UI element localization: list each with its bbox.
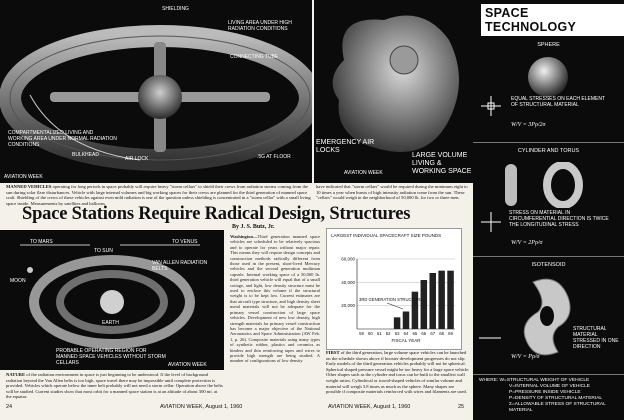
legend-line-3: P=PRESSURE INSIDE VEHICLE (509, 390, 581, 395)
chart-bar (394, 317, 401, 329)
legend-line-2: V=INTERNAL VOLUME OF VEHICLE (509, 384, 590, 389)
cylinder-formula-v: V (517, 240, 522, 246)
chart-title: LARGEST INDIVIDUAL SPACECRAFT SIZE POUNDS (331, 233, 442, 238)
credit-aviation-week-3: AVIATION WEEK (168, 362, 207, 368)
chart-y-tick-label: 20,000 (341, 303, 355, 309)
section-isotensoid-desc: STRUCTURAL MATERIAL STRESSED IN ONE DIRECTION (573, 326, 619, 350)
label-moon: MOON (10, 278, 26, 284)
chart-x-label: FISCAL YEAR (391, 338, 421, 343)
top-caption-text: operating for long periods in space probably will require heavy "storm cellars" to shield their crews from radiation storms coming from the sun during solar flare disturbances. Vehicle with large internal volumes and big working spaces for their crews are planned for the third generation of manned space craft. Shielding of the crews of these vehicles against even mild radiation is one of the question unless shielding is concentrated in a "storm cellar" with a small living space inside. Measurements by satellites and balloons (6, 184, 311, 206)
stress-cross-icon (481, 96, 501, 116)
chart-annotation: 3RD GENERATION STRUCTURE (359, 297, 423, 302)
section-isotensoid-title: ISOTENSOID (531, 262, 566, 268)
top-caption-right: have indicated that "storm cellars" would be required during the minimum eight to 10 times a year when bursts of high intensity radiation come from the sun. These "cellars" would weigh in the neighborhood of 50,000 lb. for two or three men. (316, 184, 468, 201)
chart-x-tick-label: 60 (367, 331, 373, 336)
section-sphere-title: SPHERE (537, 42, 560, 48)
radiation-belts-illustration (0, 230, 224, 370)
label-connecting-tube: CONNECTING TUBE (230, 54, 279, 60)
section-sphere-desc: EQUAL STRESSES ON EACH ELEMENT OF STRUCTURAL MATERIAL (511, 96, 605, 108)
sphere-formula-w: W (511, 122, 516, 128)
cylinder-icon (503, 162, 519, 208)
label-gravity: .5G AT FLOOR (257, 154, 291, 160)
label-emergency-air-locks: EMERGENCY AIR LOCKS (316, 139, 375, 154)
isotensoid-formula-v: V (517, 354, 522, 360)
torus-icon (543, 162, 583, 208)
chart-y-tick-label: 60,000 (341, 256, 355, 262)
chart-x-tick-label: 61 (376, 331, 382, 336)
chart-x-tick-label: 69 (448, 331, 453, 336)
body-column (230, 234, 320, 396)
cylinder-formula-w: W (511, 240, 516, 246)
label-earth: EARTH (102, 320, 119, 326)
label-to-sun: TO SUN (94, 248, 113, 254)
chart-x-tick-label: 67 (430, 331, 436, 336)
bottom-caption-right-text: of the third generation, large volume space vehicles can be launched on the schedule shown above if booster development progresses do not slip. Early models of the third generation vehicles probably will not be spherical. Spherical shaped pressure vessel might be too heavy for a large space vehicle. Other shapes such as the cylinder and torus can be built to the smallest wall weight ratios. Cylindrical or toroid-shaped vehicles of similar volume and material will weigh 3.8 times as much as the sphere. Many shapes are possible if composite materials reinforced with wires and filaments are used. (326, 350, 470, 395)
sphere-icon (518, 52, 578, 102)
sphere-formula-v: V (517, 122, 522, 128)
space-technology-sidebar (473, 0, 624, 420)
label-shielding: SHIELDING (162, 6, 189, 12)
isotensoid-formula-num: P (528, 354, 532, 360)
chart-bar (429, 273, 436, 329)
chart-x-tick-label: 64 (403, 331, 409, 336)
chart-x-tick-label: 66 (421, 331, 427, 336)
legend-line-1: WHERE: W=STRUCTURAL WEIGHT OF VEHICLE (479, 378, 590, 383)
chart-y-tick-label: 40,000 (341, 279, 355, 285)
body-text: Third generation manned space vehicles are scheduled to be relatively spacious and to operate for years without major repair. This means they will require design concepts and construction methods radically different from those used in the present, short-lived Mercury vehicles and the second generation multiman capsule. Internal working space of a 50,000 lb. third generation vehicle will equal that of a small cottage, and light, low density structure must be used to enclose this volume if the structural weight is to be kept low. Current estimates are that aircraft type structure, and high density sheet metal materials will not be adequate for the primary vessel construction of large space vehicles. Development of new low density, high strength materials for primary vessel construction has become a major objective of the National Aeronautics and Space Administration (AW Feb. 1, p. 26). Composite materials using many types of synthetic rubber, plastics and ceramics as binders and thin reinforcing tapes and wires to provide high strength are being studied. A number of configurations of low density (230, 234, 320, 364)
sidebar-divider-3 (473, 374, 624, 375)
sphere-formula-den: 2σ (539, 122, 546, 128)
isotensoid-formula-den: σ (536, 354, 540, 360)
chart-x-tick-label: 63 (394, 331, 400, 336)
chart-bar (447, 271, 454, 329)
label-compartmentalized: COMPARTMENTALIZED LIVING AND WORKING AREA UNDER NORMAL RADIATION CONDITIONS (8, 130, 117, 148)
headline: Space Stations Require Radical Design, Structures (22, 204, 411, 224)
sidebar-divider-1 (473, 142, 624, 143)
label-to-venus: TO VENUS (172, 239, 198, 245)
cylinder-formula-num: 2P (528, 240, 535, 246)
stress-cross-icon-2 (481, 212, 501, 232)
chart-x-tick-label: 59 (359, 331, 364, 336)
label-living-area: LIVING AREA UNDER HIGH RADIATION CONDITIONS (228, 20, 292, 32)
bottom-caption-left-lead: NATURE (6, 372, 26, 377)
sidebar-divider-2 (473, 256, 624, 257)
large-volume-vehicle-illustration (314, 0, 473, 183)
chart-x-tick-label: 62 (385, 331, 391, 336)
spacecraft-size-chart (326, 228, 462, 350)
credit-aviation-week: AVIATION WEEK (4, 174, 43, 180)
bottom-caption-right (326, 350, 470, 395)
sidebar-legend (479, 378, 621, 414)
chart-svg (327, 229, 461, 349)
chart-bar (421, 280, 428, 329)
publication-left: AVIATION WEEK, August 1, 1960 (160, 404, 243, 410)
chart-bar (438, 271, 445, 329)
publication-right: AVIATION WEEK, August 1, 1960 (328, 404, 411, 410)
label-air-lock: AIR LOCK (125, 156, 149, 162)
sphere-formula-num: 3P (528, 122, 535, 128)
bottom-caption-right-lead: FIRST (326, 350, 340, 355)
isotensoid-formula: W/V = Pρ/σ (511, 354, 540, 360)
label-van-allen: VAN ALLEN RADIATION BELTS (152, 260, 208, 272)
section-cylinder-title: CYLINDER AND TORUS (517, 148, 580, 154)
isotensoid-formula-w: W (511, 354, 516, 360)
body-lead: Washington— (230, 234, 258, 239)
section-cylinder-desc: STRESS ON MATERIAL IN CIRCUMFERENTIAL DIRECTION IS TWICE THE LONGITUDINAL STRESS (509, 210, 609, 228)
cylinder-formula: W/V = 2Pρ/σ (511, 240, 543, 246)
bottom-caption-left (6, 372, 224, 400)
sphere-formula: W/V = 3Pρ/2σ (511, 122, 546, 128)
label-large-volume: LARGE VOLUME LIVING & WORKING SPACE (412, 152, 472, 175)
bottom-caption-left-text: of the radiation environment in space is just beginning to be understood. If the level of background radiation beyond the Van Allen belts is too high, space travel there may be impossible until complete protection is provided. Vehicles which operate below the inner belt probably will not need a storm cellar. Operation above the belts will be studied. Current studies show that most orbit for a manned space station is at an altitude of about 300 mi. at the equator. (6, 372, 223, 400)
torus-station-illustration (0, 0, 312, 183)
chart-x-tick-label: 65 (412, 331, 418, 336)
page-number-left: 24 (6, 404, 13, 410)
label-operating-region: PROBABLE OPERATING REGION FOR MANNED SPACE VEHICLES WITHOUT STORM CELLARS (56, 348, 166, 366)
label-to-mars: TO MARS (30, 239, 53, 245)
sidebar-title: SPACE TECHNOLOGY (481, 4, 624, 36)
chart-x-tick-label: 68 (439, 331, 445, 336)
legend-line-5: Σ=ALLOWABLE STRESS OF STRUCTURAL MATERIAL (509, 402, 606, 413)
credit-aviation-week-2: AVIATION WEEK (344, 170, 383, 176)
cylinder-formula-den: σ (539, 240, 543, 246)
chart-bar (403, 312, 410, 330)
label-bulkhead: BULKHEAD (72, 152, 99, 158)
chart-annotation-pointer (387, 303, 403, 309)
page-number-right: 25 (458, 404, 465, 410)
byline: By J. S. Butz, Jr. (232, 224, 275, 230)
legend-line-4: Ρ=DENSITY OF STRUCTURAL MATERIAL (509, 396, 603, 401)
stress-arrow-icon (479, 328, 501, 348)
top-caption-lead: MANNED VEHICLES (6, 184, 52, 189)
